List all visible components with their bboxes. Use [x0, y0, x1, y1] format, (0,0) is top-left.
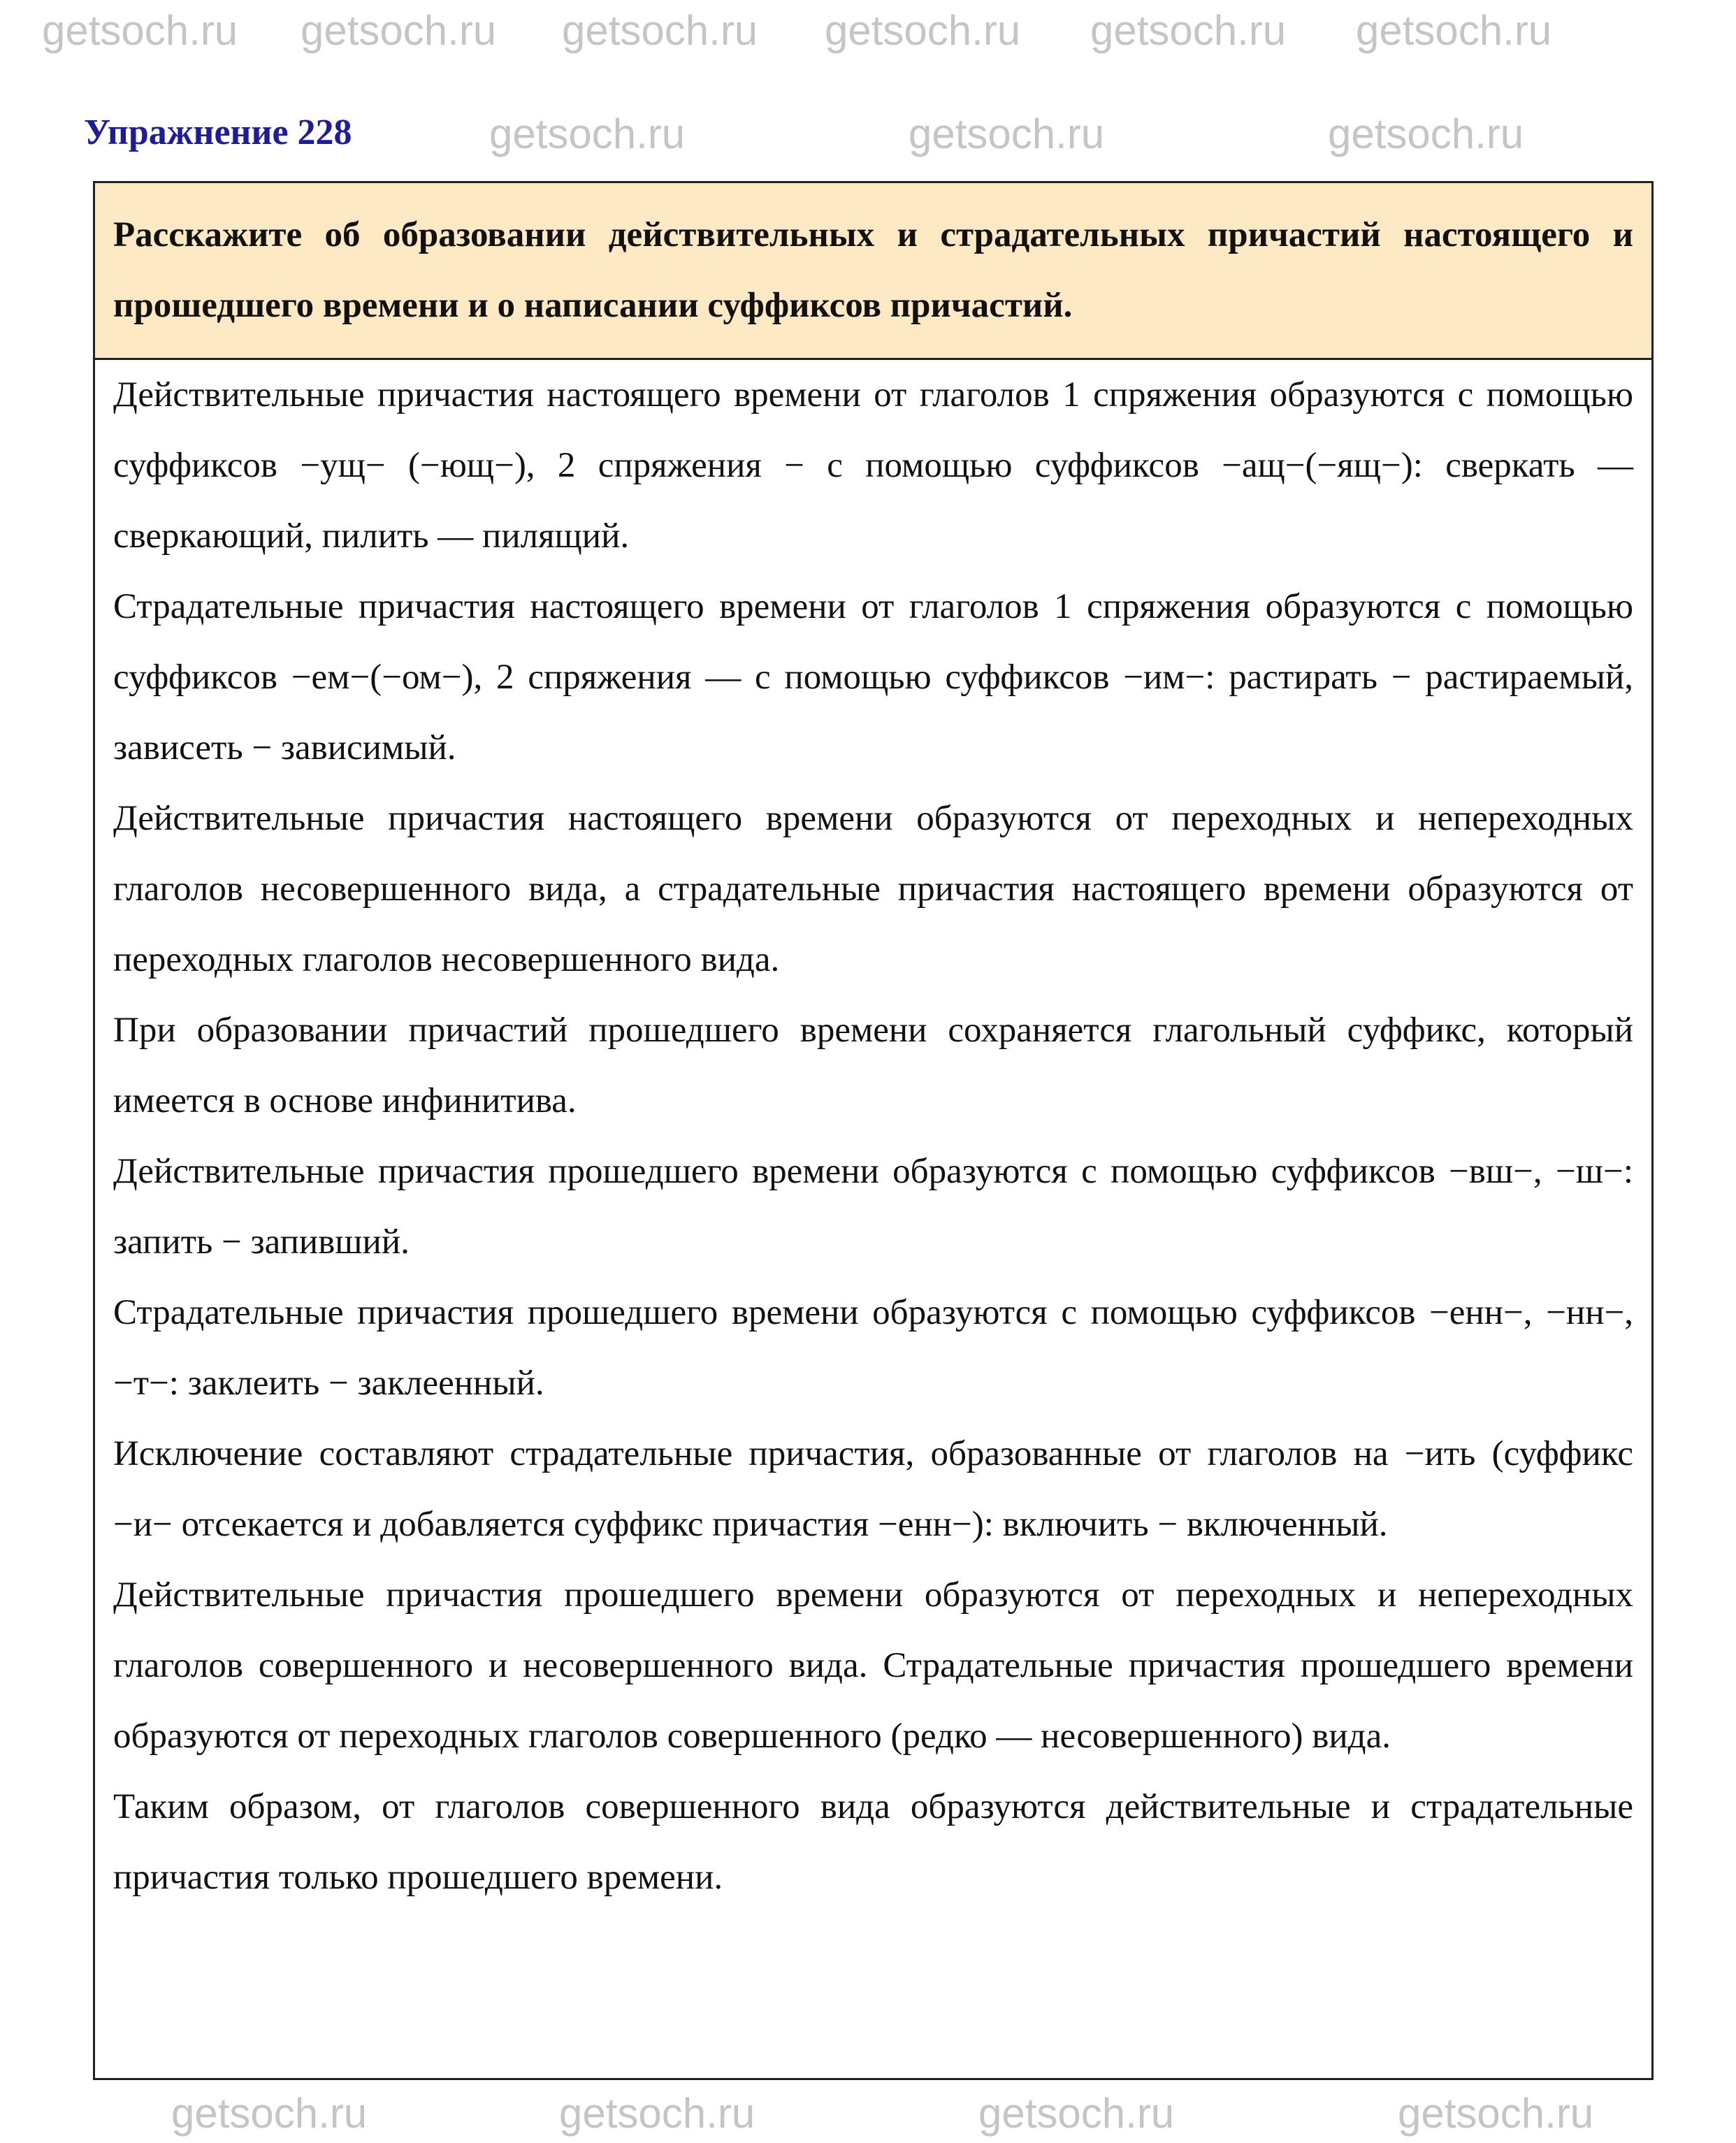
exercise-title: Упражнение 228 [84, 113, 352, 152]
answer-paragraph: Страдательные причастия настоящего времени от глаголов 1 спряжения образуются с помощью суффиксов −ем−(−ом−), 2 спряжения — с помощью суффиксов −им−: растирать − растираемый, зависеть − зависимый. [113, 587, 1633, 767]
watermark: getsoch.ru [42, 7, 238, 54]
watermark: getsoch.ru [1090, 7, 1287, 54]
watermark: getsoch.ru [301, 7, 497, 54]
answer-paragraph: Действительные причастия настоящего времени от глаголов 1 спряжения образуются с помощью суффиксов −ущ− (−ющ−), 2 спряжения − с помощью суффиксов −ащ−(−ящ−): сверкать — сверкающий, пилить — пилящий. [113, 375, 1633, 556]
answer-paragraph: Действительные причастия прошедшего времени образуются от переходных и непереходных глаголов совершенного и несовершенного вида. Страдательные причастия прошедшего времени образуются от переходных глаголов совершенного (редко — несовершенного) вида. [113, 1575, 1633, 1756]
watermark: getsoch.ru [978, 2090, 1175, 2137]
task-text: Расскажите об образовании действительных и страдательных причастий настоящего и прошедшего времени и о написании суффиксов причастий. [95, 183, 1651, 360]
answer-paragraph: Действительные причастия настоящего времени образуются от переходных и непереходных глаголов несовершенного вида, а страдательные причастия настоящего времени образуются от переходных глаголов несовершенного вида. [113, 799, 1633, 979]
answer-body [95, 360, 1651, 1913]
exercise-box [93, 181, 1654, 2080]
watermark: getsoch.ru [1328, 110, 1524, 157]
watermark: getsoch.ru [1356, 7, 1552, 54]
answer-paragraph: Действительные причастия прошедшего времени образуются с помощью суффиксов −вш−, −ш−: запить − запивший. [113, 1152, 1633, 1262]
watermark: getsoch.ru [559, 2090, 755, 2137]
answer-paragraph: Таким образом, от глаголов совершенного вида образуются действительные и страдательные причастия только прошедшего времени. [113, 1787, 1633, 1897]
watermark: getsoch.ru [562, 7, 758, 54]
watermark: getsoch.ru [489, 110, 686, 157]
watermark: getsoch.ru [909, 110, 1105, 157]
watermark: getsoch.ru [171, 2090, 368, 2137]
answer-paragraph: Исключение составляют страдательные причастия, образованные от глаголов на −ить (суффикс −и− отсекается и добавляется суффикс причастия −енн−): включить − включенный. [113, 1434, 1633, 1544]
answer-paragraph: При образовании причастий прошедшего времени сохраняется глагольный суффикс, который имеется в основе инфинитива. [113, 1011, 1633, 1120]
watermark: getsoch.ru [1398, 2090, 1594, 2137]
answer-paragraph: Страдательные причастия прошедшего времени образуются с помощью суффиксов −енн−, −нн−, −т−: заклеить − заклеенный. [113, 1293, 1633, 1403]
watermark: getsoch.ru [825, 7, 1021, 54]
